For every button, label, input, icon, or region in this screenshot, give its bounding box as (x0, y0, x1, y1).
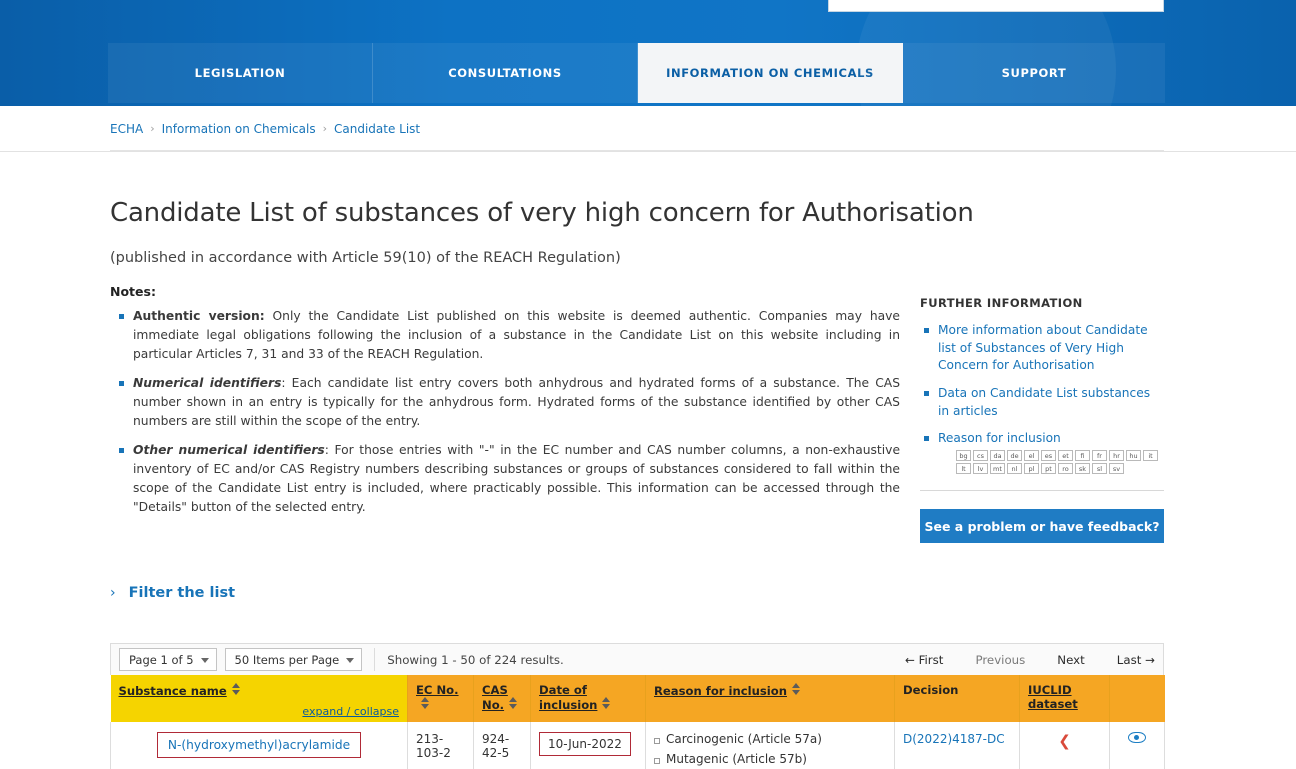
panel-divider (920, 490, 1164, 491)
reasons-list (654, 732, 886, 766)
cell-reason-for-inclusion (646, 722, 895, 769)
reason-item: Carcinogenic (Article 57a) (654, 732, 886, 746)
pagination-last[interactable]: Last → (1116, 652, 1155, 667)
table-row (111, 722, 1165, 769)
results-count: Showing 1 - 50 of 224 results. (374, 648, 564, 671)
cell-ec-no: 213-103-2 (408, 722, 474, 769)
language-bg[interactable]: bg (956, 450, 971, 461)
breadcrumb (0, 106, 1296, 152)
cell-date-of-inclusion (531, 722, 646, 769)
language-pl[interactable]: pl (1024, 463, 1039, 474)
list-item (920, 322, 1164, 375)
eye-icon[interactable] (1128, 732, 1146, 743)
table-header-row (111, 675, 1165, 722)
language-fr[interactable]: fr (1092, 450, 1107, 461)
language-nl[interactable]: nl (1007, 463, 1022, 474)
feedback-button[interactable]: See a problem or have feedback? (920, 509, 1164, 543)
breadcrumb-item-information-on-chemicals[interactable]: Information on Chemicals (161, 121, 316, 136)
column-header-decision (895, 675, 1020, 722)
column-header-iuclid-dataset (1020, 675, 1110, 722)
site-header (0, 0, 1296, 106)
nav-item-legislation[interactable]: LEGISLATION (108, 43, 373, 103)
breadcrumb-item-candidate-list[interactable]: Candidate List (333, 121, 421, 136)
cell-decision (895, 722, 1020, 769)
items-per-page-select[interactable]: 50 Items per Page (225, 648, 363, 671)
column-label: IUCLID dataset (1028, 683, 1078, 712)
language-selector (956, 450, 1164, 474)
nav-item-consultations[interactable]: CONSULTATIONS (373, 43, 638, 103)
pagination-previous[interactable]: Previous (975, 652, 1026, 667)
column-label[interactable]: EC No. (416, 683, 459, 698)
column-header-date-of-inclusion[interactable] (531, 675, 646, 722)
column-label[interactable]: Substance name (118, 684, 227, 699)
note-item (110, 374, 900, 431)
note-text: : For those entries with "-" in the EC number and CAS number columns, a non-exhaustive inventory of EC and/or CAS Registry numbers describing substances or groups of substances considered to fall within the scope of the Candidate List entry is included, where practicably possible. This information can be accessed through the "Details" button of the selected entry. (133, 443, 901, 515)
language-de[interactable]: de (1007, 450, 1022, 461)
column-header-reason-for-inclusion[interactable] (646, 675, 895, 722)
language-et[interactable]: et (1058, 450, 1073, 461)
page-title: Candidate List of substances of very high concern for Authorisation (110, 198, 974, 228)
cell-details (1110, 722, 1165, 769)
language-da[interactable]: da (990, 450, 1005, 461)
sort-icon[interactable] (421, 697, 430, 709)
expand-collapse-link[interactable]: expand / collapse (302, 705, 399, 719)
link-more-information[interactable]: More information about Candidate list of Substances of Very High Concern for Authorisation (938, 323, 1148, 373)
column-label[interactable]: Reason for inclusion (654, 684, 787, 699)
breadcrumb-separator-icon: › (322, 122, 327, 135)
share-icon[interactable]: ❮ (1058, 732, 1071, 751)
sort-icon[interactable] (509, 697, 518, 709)
further-information-links (920, 322, 1164, 474)
results-table-container (0, 643, 1296, 769)
decision-link[interactable]: D(2022)4187-DC (903, 732, 1005, 747)
page-subtitle: (published in accordance with Article 59(10) of the REACH Regulation) (110, 250, 621, 266)
date-value: 10-Jun-2022 (539, 732, 631, 756)
main-content (0, 198, 1296, 543)
list-item (920, 430, 1164, 474)
language-el[interactable]: el (1024, 450, 1039, 461)
notes-column (110, 284, 900, 543)
pagination-first[interactable]: ← First (904, 652, 944, 667)
column-label[interactable]: CAS No. (482, 683, 508, 713)
filter-toggle[interactable] (0, 585, 1296, 601)
further-information-panel (920, 284, 1164, 543)
note-text: Only the Candidate List published on this website is deemed authentic. Companies may have immediate legal obligations following the inclusion of a substance in the Candidate List on this website including in particular Articles 7, 31 and 33 of the REACH Regulation. (133, 309, 900, 362)
column-header-ec-no[interactable] (408, 675, 474, 722)
sort-icon[interactable] (792, 683, 801, 695)
link-reason-for-inclusion[interactable]: Reason for inclusion (938, 431, 1061, 446)
substance-name-link[interactable]: N-(hydroxymethyl)acrylamide (157, 732, 361, 758)
cell-cas-no: 924-42-5 (474, 722, 531, 769)
note-text: : Each candidate list entry covers both anhydrous and hydrated forms of a substance. The CAS number shown in an entry is typically for the anhydrous form. Hydrated forms of the substance identified by other CAS numbers are still within the scope of the entry. (133, 376, 901, 429)
language-it[interactable]: it (1143, 450, 1158, 461)
pagination (873, 653, 1155, 667)
sort-icon[interactable] (602, 697, 611, 709)
content-columns (110, 284, 1164, 543)
search-input[interactable] (828, 0, 1164, 12)
pagination-next[interactable]: Next (1057, 652, 1085, 667)
language-fi[interactable]: fi (1075, 450, 1090, 461)
candidate-list-table (110, 675, 1165, 769)
language-sv[interactable]: sv (1109, 463, 1124, 474)
language-mt[interactable]: mt (990, 463, 1005, 474)
column-header-cas-no[interactable] (474, 675, 531, 722)
language-sk[interactable]: sk (1075, 463, 1090, 474)
column-header-substance-name[interactable] (111, 675, 408, 722)
breadcrumb-separator-icon: › (150, 122, 155, 135)
language-lt[interactable]: lt (956, 463, 971, 474)
language-ro[interactable]: ro (1058, 463, 1073, 474)
main-nav (108, 43, 1165, 103)
breadcrumb-divider (110, 150, 1164, 151)
sort-icon[interactable] (232, 683, 241, 695)
note-lead: Authentic version: (133, 309, 265, 323)
nav-item-support[interactable]: SUPPORT (903, 43, 1165, 103)
column-header-details (1110, 675, 1165, 722)
language-hr[interactable]: hr (1109, 450, 1124, 461)
filter-label: Filter the list (128, 585, 236, 602)
language-es[interactable]: es (1041, 450, 1056, 461)
reason-item: Mutagenic (Article 57b) (654, 752, 886, 766)
note-lead: Numerical identifiers (133, 376, 282, 391)
notes-label: Notes: (110, 284, 156, 299)
breadcrumb-item-echa[interactable]: ECHA (110, 121, 144, 136)
note-item (110, 307, 900, 364)
further-information-title: FURTHER INFORMATION (920, 296, 1083, 310)
language-cs[interactable]: cs (973, 450, 988, 461)
cell-iuclid-dataset (1020, 722, 1110, 769)
column-label: Decision (903, 683, 959, 698)
language-hu[interactable]: hu (1126, 450, 1141, 461)
language-pt[interactable]: pt (1041, 463, 1056, 474)
notes-list (110, 307, 900, 517)
note-lead: Other numerical identifiers (133, 443, 325, 458)
note-item (110, 441, 900, 517)
page-select[interactable]: Page 1 of 5 (119, 648, 217, 671)
language-sl[interactable]: sl (1092, 463, 1107, 474)
language-lv[interactable]: lv (973, 463, 988, 474)
table-toolbar (110, 643, 1164, 675)
column-label[interactable]: Date of inclusion (539, 683, 598, 713)
nav-item-information-on-chemicals[interactable]: INFORMATION ON CHEMICALS (638, 43, 903, 103)
link-data-on-candidate-list[interactable]: Data on Candidate List substances in articles (938, 386, 1151, 418)
chevron-right-icon: › (110, 585, 116, 602)
list-item (920, 385, 1164, 420)
cell-substance-name (111, 722, 408, 769)
